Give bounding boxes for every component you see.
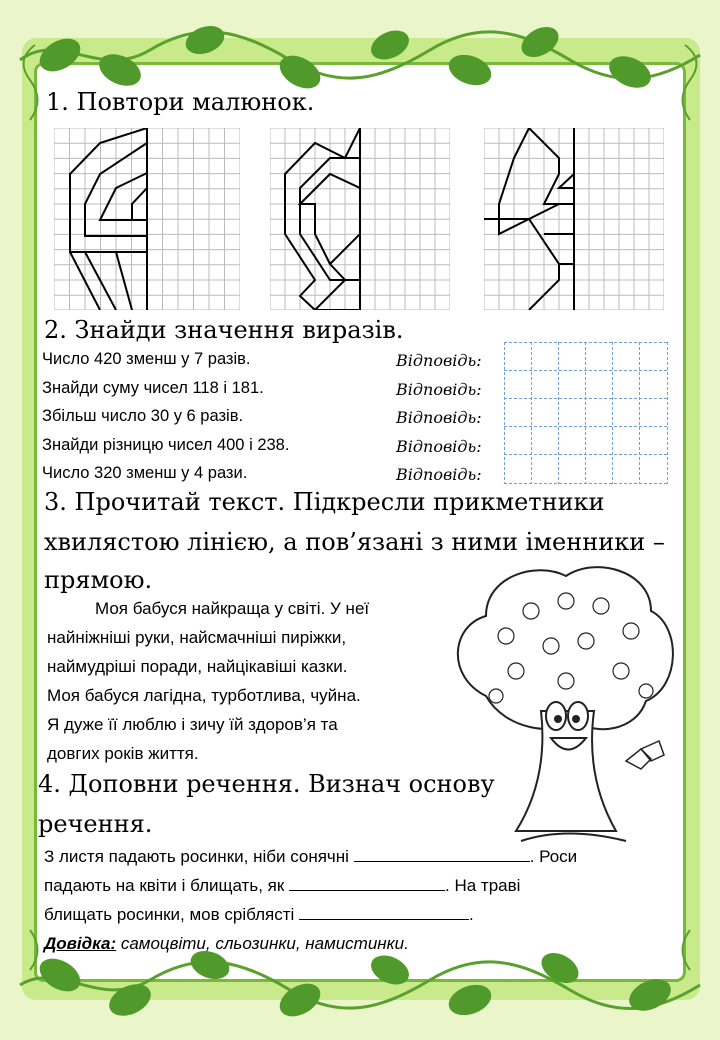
leaf-icon: [366, 25, 413, 65]
reference-label: Довідка:: [44, 934, 117, 953]
answer-grid[interactable]: [504, 342, 668, 484]
text-line: Моя бабуся лагідна, турботлива, чуйна.: [47, 686, 361, 705]
task1-title: 1. Повтори малюнок.: [46, 88, 315, 116]
sentence-line: З листя падають росинки, ніби сонячні . Роси: [44, 842, 684, 871]
drawing-grid-1: [54, 128, 240, 310]
task2-title: 2. Знайди значення виразів.: [44, 316, 404, 344]
answer-label: Відповідь:: [396, 436, 482, 456]
task3-title-line3: прямою.: [44, 566, 153, 594]
expression-line: Число 420 зменш у 7 разів.: [42, 350, 251, 368]
expression-line: Число 320 зменш у 4 рази.: [42, 464, 248, 482]
drawing-grid-2: [270, 128, 450, 310]
answer-label: Відповідь:: [396, 351, 482, 370]
expression-line: Знайди різницю чисел 400 і 238.: [42, 435, 290, 454]
answer-label: Відповідь:: [396, 379, 482, 399]
task4-title-line2: речення.: [38, 810, 153, 838]
task3-title-line1: 3. Прочитай текст. Підкресли прикметники: [44, 488, 605, 516]
text-line: Я дуже її люблю і зичу їй здоров’я та: [47, 715, 338, 734]
leaf-icon: [445, 49, 496, 90]
leaf-icon: [624, 973, 676, 1017]
sentence-line: падають на квіти і блищать, як . На траві: [44, 871, 684, 900]
text-line: довгих років життя.: [47, 744, 199, 763]
leaf-icon: [516, 21, 564, 64]
drawing-grid-3: [484, 128, 664, 310]
task4-text: [44, 842, 684, 958]
answer-label: Відповідь:: [396, 465, 482, 484]
task3-title-line2: хвилястою лінією, а пов’язані з ними іменники –: [44, 528, 665, 556]
expression-line: Збільш число 30 у 6 разів.: [42, 407, 244, 425]
text-line: найніжніші руки, найсмачніші пиріжки,: [47, 628, 347, 647]
reference-words: самоцвіти, сльозинки, намистинки.: [116, 934, 409, 953]
leaf-icon: [182, 21, 228, 59]
answer-label: Відповідь:: [396, 408, 482, 427]
leaf-icon: [34, 32, 86, 78]
task4-title-line1: 4. Доповни речення. Визнач основу: [38, 770, 495, 798]
text-line: Моя бабуся найкраща у світі. У неї: [95, 599, 370, 618]
expression-line: Знайди суму чисел 118 і 181.: [42, 378, 264, 397]
task2-expressions: [42, 345, 289, 488]
task3-text: [47, 594, 457, 768]
leaf-icon: [604, 50, 656, 94]
text-line: наймудріші поради, найцікавіші казки.: [47, 657, 348, 676]
fill-in-blank[interactable]: [354, 843, 530, 862]
tree-illustration: [446, 556, 682, 852]
leaf-icon: [104, 978, 156, 1022]
task2-answer-labels: [396, 347, 482, 490]
fill-in-blank[interactable]: [289, 872, 445, 891]
reference-line: [44, 929, 684, 958]
leaf-icon: [445, 979, 496, 1020]
sentence-line: блищать росинки, мов сріблясті .: [44, 900, 684, 929]
leaf-icon: [34, 952, 86, 998]
fill-in-blank[interactable]: [299, 901, 469, 920]
